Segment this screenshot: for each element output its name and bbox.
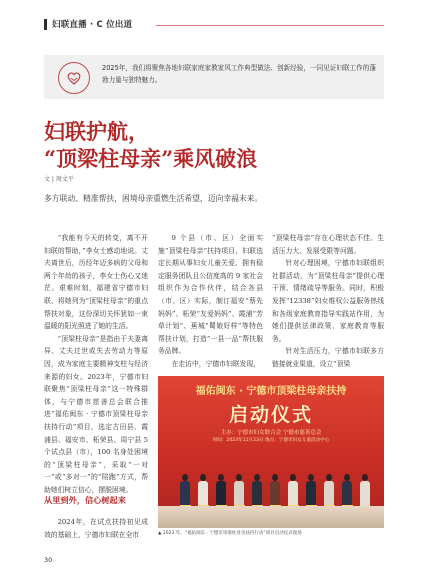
heart-hands-icon bbox=[58, 62, 90, 94]
title-line-2: “顶梁柱母亲”乘风破浪 bbox=[44, 146, 258, 171]
section-heading: 从里到外，信心树起来 bbox=[44, 495, 126, 505]
banner-organizers: 主办：宁德市妇女联合会 宁德市慈善总会 bbox=[220, 430, 322, 436]
paragraph: 在走访中，宁德市妇联发现， bbox=[171, 359, 260, 368]
column-1 bbox=[44, 232, 148, 496]
stage-floor bbox=[158, 506, 384, 528]
banner-time-place: 时间：2023年11月23日 地点：宁德市妇女儿童活动中心 bbox=[212, 438, 330, 443]
paragraph: 2024年，在试点扶持初见成效的基础上，宁德市妇联在全市 bbox=[44, 518, 148, 539]
article-title bbox=[44, 118, 384, 172]
paragraph: 9 个县（市、区）全面实施“顶梁柱母亲”扶持项目，妇联选定长期从事妇女儿童关爱、拥有稳定服务团队且公信度高的 9 家社会组织作为合作伙伴，结合各县（市、区）实际，制订福安“蔡先妈妈”、柘荣“友爱妈妈”、霞浦“芳草计划”、蕉城“蜀娘好样”等特色帮扶计划，打造“一县一品”帮扶服务品牌。 bbox=[158, 234, 263, 356]
author-byline: 文 | 周文平 bbox=[44, 176, 74, 183]
section-header bbox=[44, 18, 384, 32]
paragraph: 针对心理困境，宁德市妇联组织社群活动，为“顶梁柱母亲”提供心理干预、情绪疏导等服务。同时，积极发挥“12338”妇女维权公益服务热线和各级家庭教育指导实践站作用，为她们提供法律政策、家庭教育等服务。 bbox=[272, 259, 384, 343]
paragraph: “我能有今天的转变，离不开妇联的帮助，”李女士感动地说。丈夫离世后，历经年迈多病的父母和两个年幼的孩子，李女士伤心又迷茫。艰难时刻，福建省宁德市妇联、将她列为“顶梁柱母亲”的重点帮扶对象，这份深切关怀犹如一束温暖的阳光照进了她的生活。 bbox=[44, 234, 148, 331]
banner-ceremony: 启动仪式 bbox=[228, 404, 313, 426]
section-label: 妇联直播 · C 位出道 bbox=[52, 20, 133, 30]
event-photo bbox=[158, 376, 384, 528]
intro-banner bbox=[44, 55, 384, 99]
paragraph: 针对生活压力，宁德市妇联多方链接就业渠道，设立“顶梁 bbox=[272, 347, 384, 368]
article-subtitle: 多方联动、精准帮扶，困境母亲重燃生活希望，迈向幸福未来。 bbox=[44, 194, 263, 203]
photo-caption: ▲ 2023 年，“福佑闽东 · 宁德市顶梁柱母亲扶持行动”项目启动仪式现场 bbox=[158, 531, 302, 536]
paragraph: “顶梁柱母亲”是指由于夫妻离异、丈夫过世或失去劳动力等原因，成为家庭主要精神支柱与经济来源的妇女。2023年，宁德市妇联聚焦“顶梁柱母亲”这一特殊群体，与宁德市慈善总会联合推进“福佑闽东 · 宁德市顶梁柱母亲扶持行动”项目，选定古田县、霞浦县、福安市、柘荣县、周宁县 5 个试点县（市），100 名身处困境的“顶梁柱母亲”，采取“一对一”或“多对一”的“陪跑”方式，帮助她们树立信心，摆脱困境。 bbox=[44, 334, 148, 494]
header-bar bbox=[44, 19, 47, 30]
column-3 bbox=[272, 232, 384, 371]
header-divider bbox=[156, 25, 384, 26]
paragraph: “顶梁柱母亲”存在心理状态不佳、生活压力大、发展受限等问题。 bbox=[272, 234, 384, 255]
banner-title: 福佑闽东 · 宁德市顶梁柱母亲扶持 bbox=[195, 386, 347, 397]
column-1-continued bbox=[44, 516, 148, 541]
page-number: 30 bbox=[44, 556, 53, 564]
intro-text: 2025年，我们将聚焦各地妇联家庭家教家风工作典型做法、创新经验，一同见证妇联工作的蓬勃力量与独特魅力。 bbox=[102, 64, 376, 84]
column-2 bbox=[158, 232, 263, 371]
title-line-1: 妇联护航， bbox=[44, 119, 149, 144]
